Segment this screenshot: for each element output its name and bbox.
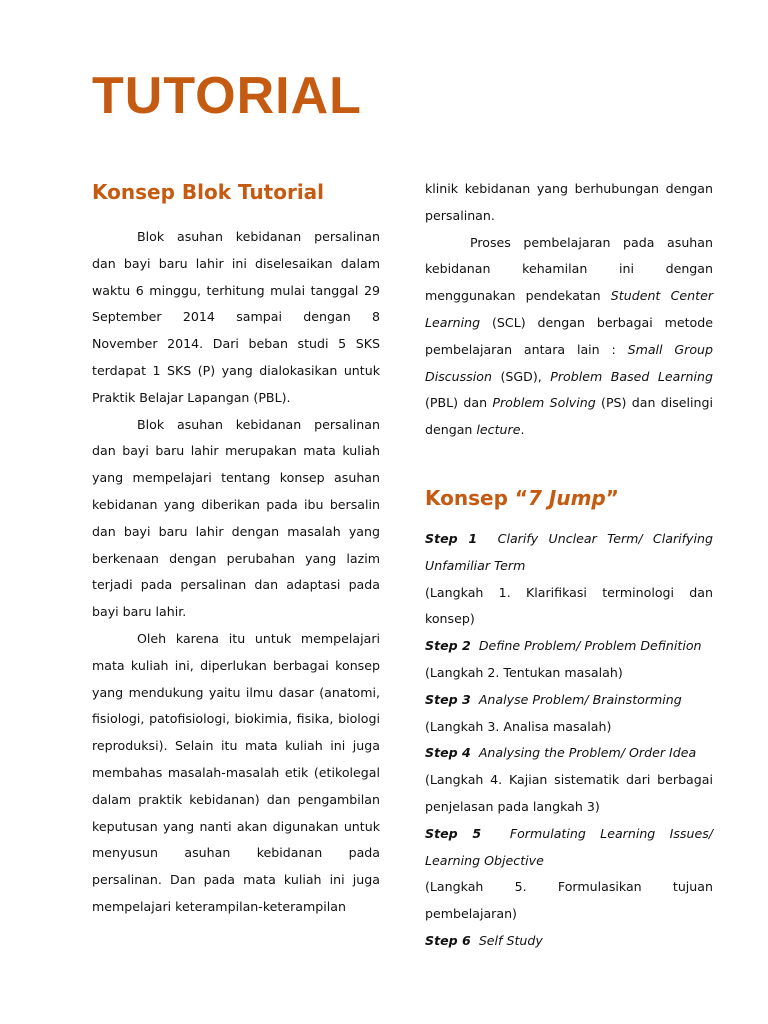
step-2-desc: (Langkah 2. Tentukan masalah) [425,664,623,680]
step-title: Clarify Unclear Term/ Clarifying Unfamiliar Term [425,530,713,573]
step-title: Self Study [478,932,543,948]
steps-list [425,526,713,955]
heading-7-jump-em: 7 Jump [528,485,606,510]
p4-italic-ps: Problem Solving [492,395,596,411]
p4-text-2: (SCL) dengan berbagai metode pembelajaran antara lain : [425,314,713,357]
step-3-heading [425,687,713,714]
step-1-desc: (Langkah 1. Klarifikasi terminologi dan konsep) [425,584,713,627]
p4-text-6: . [520,422,525,438]
heading-7-jump-suffix: ” [605,485,619,510]
step-5-heading [425,821,713,875]
step-3-desc: (Langkah 3. Analisa masalah) [425,718,612,734]
p4-italic-sgd: Small Group Discussion [425,341,714,384]
step-title: Analysing the Problem/ Order Idea [478,745,697,761]
paragraph-3: Oleh karena itu untuk mempelajari mata kuliah ini, diperlukan berbagai konsep yang mendukung yaitu ilmu dasar (anatomi, fisiologi, patofisiologi, biokimia, fisika, biologi reproduksi). Selain itu mata kuliah ini juga membahas masalah-masalah etik (etikolegal dalam praktik kebidanan) dan pengambilan keputusan yang nanti akan digunakan untuk menyusun asuhan kebidanan pada persalinan. Dan pada mata kuliah ini juga mempelajari keterampilan-keterampilan [92,630,380,914]
step-2-heading [425,633,713,660]
step-4-heading [425,740,713,767]
paragraph-2: Blok asuhan kebidanan persalinan dan bayi baru lahir merupakan mata kuliah yang mempelajari tentang konsep asuhan kebidanan yang diberikan pada ibu bersalin dan bayi baru lahir dengan masalah yang berkenaan dengan perubahan yang lazim terjadi pada persalinan dan adaptasi pada bayi baru lahir. [92,416,380,620]
step-label: Step 3 [425,691,471,707]
p4-text-4: (PBL) dan [425,395,493,411]
left-column [92,176,380,921]
paragraph-3-continued: klinik kebidanan yang berhubungan dengan persalinan. [425,181,713,223]
p4-text-5: (PS) dan diselingi dengan [425,395,713,438]
p4-text-3: (SGD), [491,368,551,384]
p4-text-1: Proses pembelajaran pada asuhan kebidanan kehamilan ini dengan menggunakan pendekatan [425,234,713,304]
step-label: Step 6 [425,932,471,948]
paragraph-4 [425,230,713,444]
step-label: Step 2 [425,638,471,654]
step-4-desc: (Langkah 4. Kajian sistematik dari berbagai penjelasan pada langkah 3) [425,772,713,814]
step-title: Formulating Learning Issues/ Learning Objective [425,825,714,868]
step-label: Step 4 [425,745,471,761]
p4-italic-pbl: Problem Based Learning [550,368,713,384]
step-label: Step 1 [425,530,478,546]
paragraph-1: Blok asuhan kebidanan persalinan dan bayi baru lahir ini diselesaikan dalam waktu 6 minggu, terhitung mulai tanggal 29 September 2014 sampai dengan 8 November 2014. Dari beban studi 5 SKS terdapat 1 SKS (P) yang dialokasikan untuk Praktik Belajar Lapangan (PBL). [92,229,380,405]
p4-italic-lecture: lecture [476,422,521,438]
step-5-desc: (Langkah 5. Formulasikan tujuan pembelajaran) [425,879,713,922]
step-1-heading [425,526,713,580]
section-heading-blok-tutorial: Konsep Blok Tutorial [92,180,325,204]
p4-italic-scl: Student Center Learning [425,288,713,330]
page-title: TUTORIAL [92,67,362,125]
heading-7-jump-prefix: Konsep “ [425,485,529,510]
step-6-heading [425,928,713,955]
right-column [425,176,713,955]
step-title: Define Problem/ Problem Definition [478,638,702,654]
step-title: Analyse Problem/ Brainstorming [478,691,682,707]
section-heading-7-jump [425,482,713,514]
step-label: Step 5 [425,825,482,841]
